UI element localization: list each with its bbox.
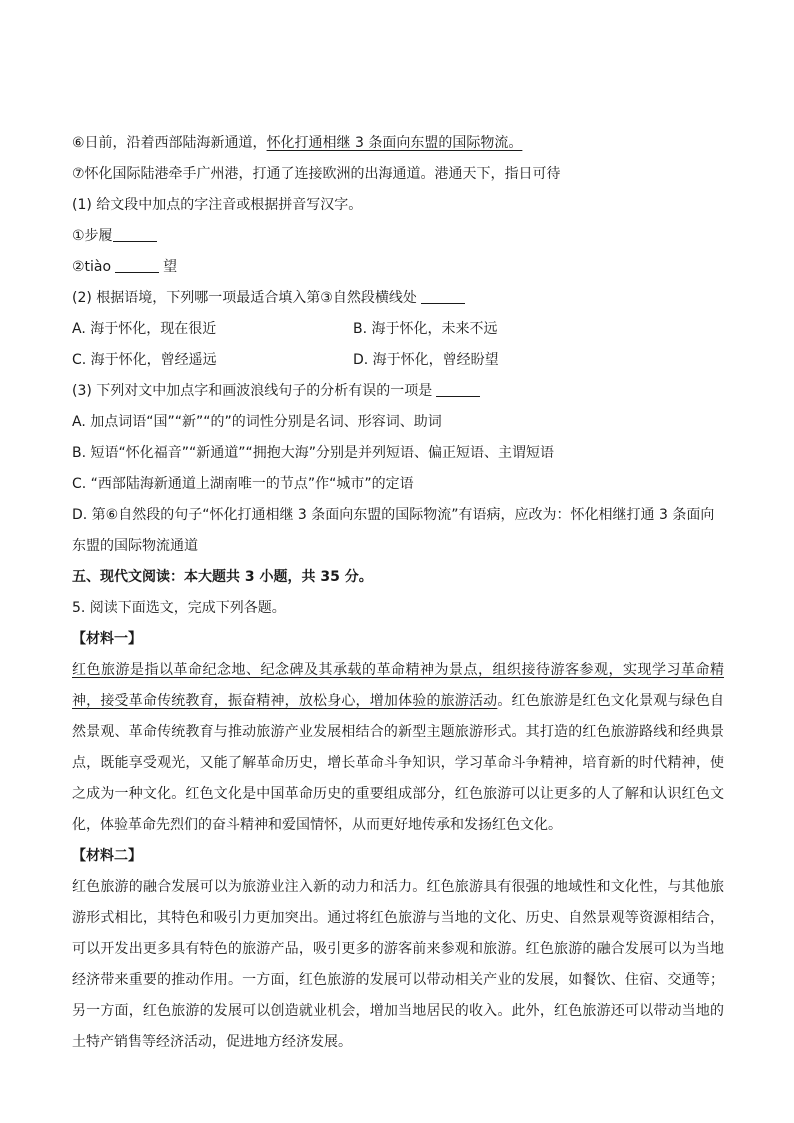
- paragraph-7: ⑦怀化国际陆港牵手广州港，打通了连接欧洲的出海通道。港通天下，指日可待: [72, 166, 561, 182]
- document-content: [72, 128, 724, 1058]
- question-3-option-d-line-2: 东盟的国际物流通道: [72, 538, 198, 554]
- option-b: B. 海于怀化，未来不远: [353, 321, 498, 337]
- section-5-heading: 五、现代文阅读：本大题共 3 小题，共 35 分。: [72, 569, 373, 585]
- option-d: D. 海于怀化，曾经盼望: [353, 352, 499, 368]
- wavy-underlined-sentence: 红色旅游是指以革命纪念地、纪念碑及其承载的革命精神为景点，组织接待游客参观，实现学习革命精神，接受革命传统教育，振奋精神，放松身心，增加体验的旅游活动: [72, 662, 724, 709]
- question-5: 5. 阅读下面选文，完成下列各题。: [72, 600, 286, 616]
- question-2-options-row-2: [72, 345, 724, 376]
- answer-blank: [421, 289, 465, 304]
- answer-blank: [115, 258, 159, 273]
- question-3-option-d-line-1: D. 第⑥自然段的句子“怀化打通相继 3 条面向东盟的国际物流”有语病，应改为：怀化相继打通 3 条面向: [72, 507, 715, 523]
- underlined-sentence: 怀化打通相继 3 条面向东盟的国际物流。: [266, 135, 523, 151]
- option-c: C. 海于怀化，曾经遥远: [72, 352, 217, 368]
- material-2-title: 【材料二】: [72, 848, 142, 864]
- question-2-options-row-1: [72, 314, 724, 345]
- question-1-item-b: ②tiào 望: [72, 259, 178, 275]
- question-3-option-b: B. 短语“怀化福音”“新通道”“拥抱大海”分别是并列短语、偏正短语、主谓短语: [72, 445, 555, 461]
- answer-blank: [113, 227, 157, 242]
- option-a: A. 海于怀化，现在很近: [72, 321, 217, 337]
- question-1-item-a: ①步履: [72, 221, 724, 252]
- paragraph-6: ⑥日前，沿着西部陆海新通道，怀化打通相继 3 条面向东盟的国际物流。: [72, 135, 523, 151]
- question-2: (2) 根据语境，下列哪一项最适合填入第③自然段横线处: [72, 283, 724, 314]
- material-1-title: 【材料一】: [72, 631, 142, 647]
- material-2-text: 红色旅游的融合发展可以为旅游业注入新的动力和活力。红色旅游具有很强的地域性和文化性，与其他旅游形式相比，其特色和吸引力更加突出。通过将红色旅游与当地的文化、历史、自然景观等资源相结合，可以开发出更多具有特色的旅游产品，吸引更多的游客前来参观和旅游。红色旅游的融合发展可以为当地经济带来重要的推动作用。一方面，红色旅游的发展可以带动相关产业的发展，如餐饮、住宿、交通等；另一方面，红色旅游的发展可以创造就业机会，增加当地居民的收入。此外，红色旅游还可以带动当地的土特产销售等经济活动，促进地方经济发展。: [72, 879, 724, 1050]
- question-3-option-a: A. 加点词语“国”“新”“的”的词性分别是名词、形容词、助词: [72, 414, 442, 430]
- question-3-option-c: C. “西部陆海新通道上湖南唯一的节点”作“城市”的定语: [72, 476, 414, 492]
- question-1: (1) 给文段中加点的字注音或根据拼音写汉字。: [72, 197, 363, 213]
- answer-blank: [436, 382, 480, 397]
- material-1-text: 红色旅游是指以革命纪念地、纪念碑及其承载的革命精神为景点，组织接待游客参观，实现学习革命精神，接受革命传统教育，振奋精神，放松身心，增加体验的旅游活动。红色旅游是红色文化景观与绿色自然景观、革命传统教育与推动旅游产业发展相结合的新型主题旅游形式。其打造的红色旅游路线和经典景点，既能享受观光，又能了解革命历史，增长革命斗争知识，学习革命斗争精神，培育新的时代精神，使之成为一种文化。红色文化是中国革命历史的重要组成部分，红色旅游可以让更多的人了解和认识红色文化，体验革命先烈们的奋斗精神和爱国情怀，从而更好地传承和发扬红色文化。: [72, 662, 725, 833]
- question-3: (3) 下列对文中加点字和画波浪线句子的分析有误的一项是: [72, 376, 724, 407]
